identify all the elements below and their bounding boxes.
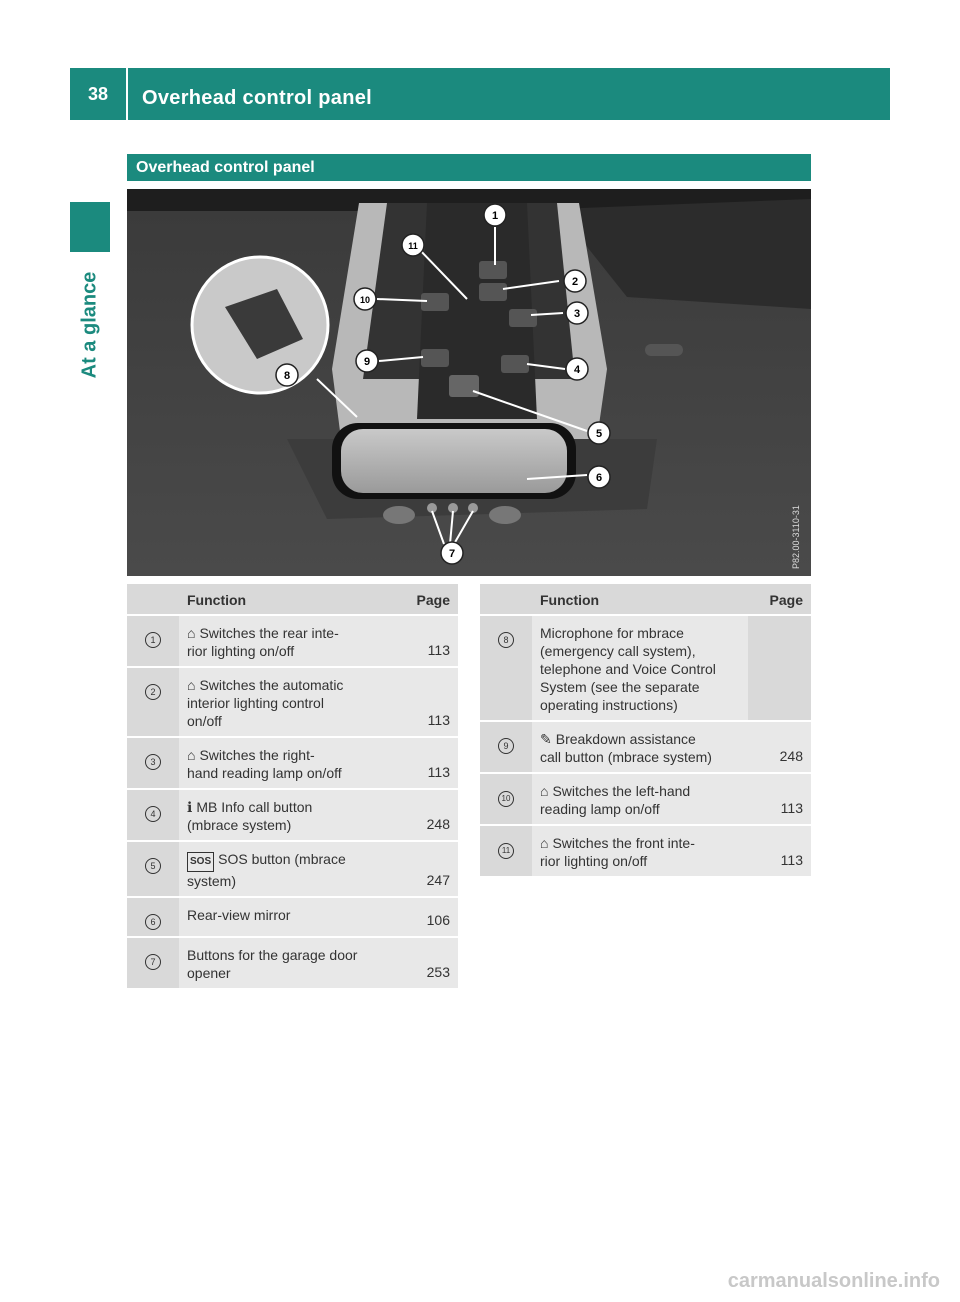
svg-text:1: 1 — [491, 210, 499, 222]
table-row: 8 Microphone for mbrace (emergency call system), telephone and Voice Control System (see the separate operating instructions) — [480, 616, 811, 722]
page-ref: 248 — [395, 790, 458, 842]
callout-2 — [564, 270, 586, 292]
table-row: 2 ⌂ Switches the automatic interior lighting control on/off 113 — [127, 668, 458, 738]
row-number: 9 — [498, 738, 514, 754]
header-num — [127, 584, 179, 616]
page-ref: 247 — [395, 842, 458, 898]
page-ref: 113 — [395, 616, 458, 668]
function-table-left — [127, 584, 458, 990]
rear-light-icon: ⌂ — [187, 625, 196, 641]
sidebar-marker — [70, 202, 110, 252]
page-ref: 253 — [395, 938, 458, 990]
page-ref: 113 — [395, 668, 458, 738]
callout-11 — [402, 234, 424, 256]
sidebar-label — [70, 255, 110, 395]
header-function: Function — [532, 584, 748, 616]
reading-lamp-icon: ⌂ — [187, 747, 196, 763]
table-row: 10 ⌂ Switches the left-hand reading lamp on/off 113 — [480, 774, 811, 826]
header-divider — [126, 68, 128, 120]
header-page: Page — [748, 584, 811, 616]
callout-4 — [566, 358, 588, 380]
overhead-panel-photo — [127, 189, 811, 576]
table-row: 4 ℹ MB Info call button (mbrace system) 248 — [127, 790, 458, 842]
figure-code: P82.00-3110-31 — [791, 505, 801, 569]
page-ref: 248 — [748, 722, 811, 774]
row-number: 7 — [145, 954, 161, 970]
page-ref: 113 — [748, 826, 811, 878]
header-num — [480, 584, 532, 616]
callout-6 — [588, 466, 610, 488]
sos-icon: SOS — [187, 852, 214, 872]
breakdown-call-icon: ✎ — [540, 731, 552, 747]
front-light-icon: ⌂ — [540, 835, 549, 851]
header-page: Page — [395, 584, 458, 616]
svg-text:5: 5 — [595, 428, 603, 440]
page-ref — [748, 616, 811, 722]
table-row: 5 SOS SOS button (mbrace system) 247 — [127, 842, 458, 898]
table-row: 7 Buttons for the garage door opener 253 — [127, 938, 458, 990]
page-ref: 113 — [748, 774, 811, 826]
page-ref: 113 — [395, 738, 458, 790]
svg-text:7: 7 — [448, 548, 456, 560]
page-title: Overhead control panel — [142, 87, 372, 109]
row-number: 1 — [145, 632, 161, 648]
header-function: Function — [179, 584, 395, 616]
row-number: 5 — [145, 858, 161, 874]
row-number: 3 — [145, 754, 161, 770]
callout-10 — [354, 288, 376, 310]
row-number: 11 — [498, 843, 514, 859]
svg-text:11: 11 — [408, 241, 418, 251]
row-number: 8 — [498, 632, 514, 648]
svg-text:9: 9 — [363, 356, 371, 368]
page-number: 38 — [87, 83, 109, 104]
row-number: 4 — [145, 806, 161, 822]
callout-9 — [356, 350, 378, 372]
callout-8 — [276, 364, 298, 386]
callout-3 — [566, 302, 588, 324]
table-row: 1 ⌂ Switches the rear inte- rior lighting on/off 113 — [127, 616, 458, 668]
callout-1 — [484, 204, 506, 226]
row-number: 6 — [145, 914, 161, 930]
svg-text:10: 10 — [359, 295, 371, 305]
table-row: 11 ⌂ Switches the front inte- rior lighting on/off 113 — [480, 826, 811, 878]
reading-lamp-icon: ⌂ — [540, 783, 549, 799]
svg-text:4: 4 — [573, 364, 581, 376]
sidebar-label-text: At a glance — [78, 271, 101, 379]
page-header — [70, 68, 890, 120]
section-title: Overhead control panel — [127, 154, 811, 181]
row-number: 10 — [498, 791, 514, 807]
table-row: 9 ✎ Breakdown assistance call button (mbrace system) 248 — [480, 722, 811, 774]
function-table-right — [480, 584, 811, 878]
watermark: carmanualsonline.info — [727, 1270, 940, 1292]
svg-text:3: 3 — [573, 308, 581, 320]
svg-text:6: 6 — [595, 472, 603, 484]
svg-text:2: 2 — [571, 276, 579, 288]
row-number: 2 — [145, 684, 161, 700]
callout-5 — [588, 422, 610, 444]
info-call-icon: ℹ — [187, 799, 193, 815]
callout-7 — [441, 542, 463, 564]
svg-text:8: 8 — [283, 370, 291, 382]
table-row: 6 Rear-view mirror 106 — [127, 898, 458, 938]
page-ref: 106 — [395, 898, 458, 938]
auto-light-icon: ⌂ — [187, 677, 196, 693]
table-row: 3 ⌂ Switches the right- hand reading lamp on/off 113 — [127, 738, 458, 790]
